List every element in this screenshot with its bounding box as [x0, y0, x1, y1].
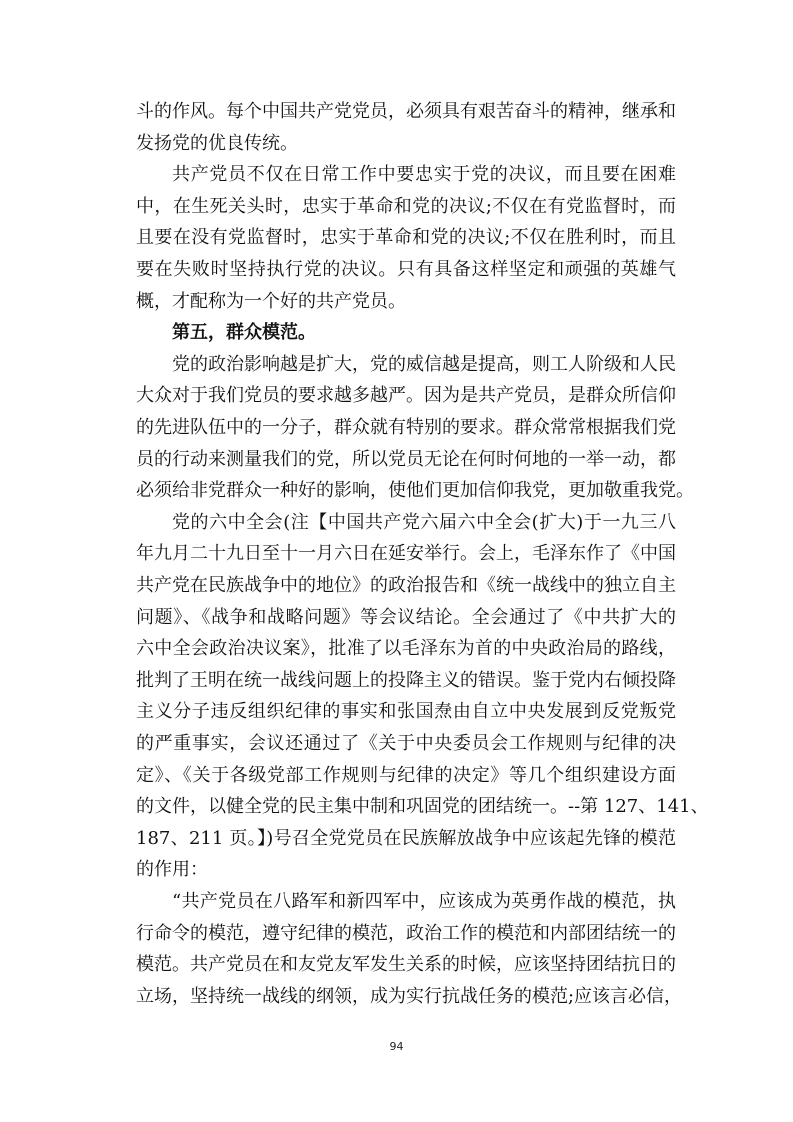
text-line: “共产党员在八路军和新四军中，应该成为英勇作战的模范，执: [172, 891, 676, 912]
text-line: 187、211 页。】)号召全党党员在民族解放战争中应该起先锋的模范: [136, 828, 676, 849]
text-line: 的先进队伍中的一分子，群众就有特别的要求。群众常常根据我们党: [136, 417, 676, 438]
text-line: 共产党员不仅在日常工作中要忠实于党的决议，而且要在困难: [172, 164, 676, 185]
text-line: 大众对于我们党员的要求越多越严。因为是共产党员，是群众所信仰: [136, 385, 676, 406]
text-line: 的严重事实，会议还通过了《关于中央委员会工作规则与纪律的决: [136, 733, 676, 754]
text-line: 定》、《关于各级党部工作规则与纪律的决定》等几个组织建设方面: [136, 765, 676, 786]
page-number: 94: [389, 1040, 404, 1053]
text-line: 党的六中全会(注【中国共产党六届六中全会(扩大)于一九三八: [172, 512, 676, 533]
text-line: 发扬党的优良传统。: [136, 133, 298, 154]
text-line: 共产党在民族战争中的地位》的政治报告和《统一战线中的独立自主: [136, 575, 676, 596]
text-line: 中，在生死关头时，忠实于革命和党的决议;不仅在有党监督时，而: [136, 196, 676, 217]
section-heading: 第五，群众模范。: [172, 322, 316, 343]
text-line: 主义分子违反组织纪律的事实和张国焘由自立中央发展到反党叛党: [136, 701, 676, 722]
text-line: 六中全会政治决议案》，批准了以毛泽东为首的中央政治局的路线，: [136, 638, 676, 659]
text-line: 要在失败时坚持执行党的决议。只有具备这样坚定和顽强的英雄气: [136, 259, 676, 280]
text-line: 批判了王明在统一战线问题上的投降主义的错误。鉴于党内右倾投降: [136, 670, 676, 691]
text-line: 员的行动来测量我们的党，所以党员无论在何时何地的一举一动，都: [136, 449, 676, 470]
text-line: 年九月二十九日至十一月六日在延安举行。会上，毛泽东作了《中国: [136, 543, 676, 564]
text-line: 立场，坚持统一战线的纲领，成为实行抗战任务的模范;应该言必信，: [136, 986, 683, 1007]
text-line: 概，才配称为一个好的共产党员。: [136, 291, 406, 312]
text-line: 且要在没有党监督时，忠实于革命和党的决议;不仅在胜利时，而且: [136, 227, 676, 248]
text-line: 行命令的模范，遵守纪律的模范，政治工作的模范和内部团结统一的: [136, 923, 676, 944]
text-line: 的文件，以健全党的民主集中制和巩固党的团结统一。--第 127、141、: [136, 796, 709, 817]
text-line: 斗的作风。每个中国共产党党员，必须具有艰苦奋斗的精神，继承和: [136, 101, 676, 122]
text-line: 党的政治影响越是扩大，党的威信越是提高，则工人阶级和人民: [172, 354, 676, 375]
text-line: 问题》、《战争和战略问题》等会议结论。全会通过了《中共扩大的: [136, 607, 676, 628]
text-line: 的作用：: [136, 859, 208, 880]
text-line: 模范。共产党员在和友党友军发生关系的时候，应该坚持团结抗日的: [136, 954, 676, 975]
text-line: 必须给非党群众一种好的影响，使他们更加信仰我党，更加敬重我党。: [136, 480, 694, 501]
